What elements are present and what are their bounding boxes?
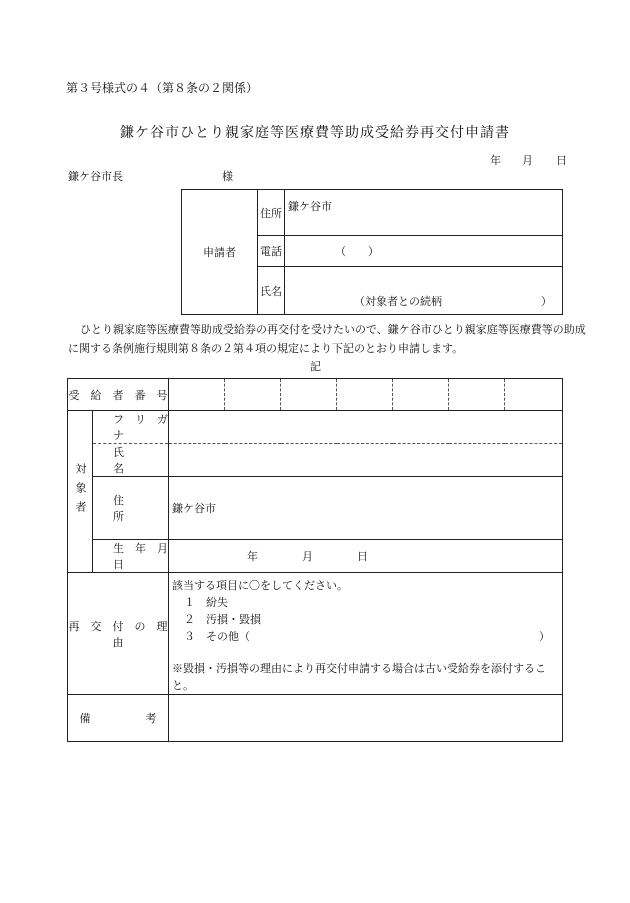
ki-label: 記 [310,360,321,373]
page-title: 鎌ケ谷市ひとり親家庭等医療費等助成受給券再交付申請書 [120,125,510,141]
recipient-number-digit[interactable] [449,379,505,411]
body-line-1: ひとり親家庭等医療費等助成受給券の再交付を受けたいので、鎌ケ谷市ひとり親家庭等医療費等の助成 [80,323,586,336]
body-line-2: に関する条例施行規則第８条の２第４項の規定により下記のとおり申請します。 [68,342,464,355]
reason-field[interactable] [169,573,563,695]
applicant-phone-label: 電話 [258,236,285,267]
date-day-label: 日 [556,154,567,167]
addressee: 鎌ケ谷市長 [68,170,123,183]
recipient-number-digit[interactable] [225,379,281,411]
dob-field[interactable] [169,540,563,573]
form-number: 第３号様式の４（第８条の２関係） [66,81,259,95]
subject-label: 対象者 [68,411,93,573]
relation-note: （対象者との続柄 ） [354,295,552,308]
recipient-number-digit[interactable] [169,379,225,411]
applicant-name-label: 氏名 [258,267,285,315]
reason-option-other[interactable] [172,628,550,645]
applicant-phone-field[interactable] [285,236,563,267]
furigana-label: フ リ ガ ナ [93,411,169,444]
applicant-label: 申請者 [182,190,258,315]
date-month-label: 月 [522,154,533,167]
applicant-address-value: 鎌ケ谷市 [288,200,332,213]
main-form [67,378,563,742]
reason-instruction: 該当する項目に〇をしてください。 [172,579,348,592]
furigana-field[interactable] [169,411,563,444]
recipient-number-label: 受 給 者 番 号 [68,379,169,411]
recipient-number-digit[interactable] [393,379,449,411]
recipient-number-digit[interactable] [337,379,393,411]
reason-other-close: ） [539,630,550,643]
recipient-number-digit[interactable] [505,379,563,411]
subject-address-label: 住 所 [93,477,169,540]
applicant-address-label: 住所 [258,190,285,236]
recipient-number-digit[interactable] [281,379,337,411]
applicant-name-field[interactable] [285,267,563,315]
reason-option-lost[interactable]: １ 紛失 [184,596,228,609]
reason-other-label: ３ その他（ [184,630,250,643]
reason-label: 再 交 付 の 理 由 [68,573,169,695]
subject-address-value: 鎌ケ谷市 [172,502,216,515]
subject-address-field[interactable] [169,477,563,540]
date-year-label: 年 [490,154,501,167]
dob-value: 年 月 日 [247,550,368,563]
subject-name-field[interactable] [169,444,563,477]
honorific: 様 [222,170,233,183]
applicant-box [181,189,563,315]
remarks-label: 備 考 [68,695,169,742]
subject-name-label: 氏 名 [93,444,169,477]
applicant-address-field[interactable] [285,190,563,236]
reason-option-damaged[interactable]: ２ 汚損・毀損 [184,613,261,626]
dob-label: 生 年 月 日 [93,540,169,573]
reason-note: ※毀損・汚損等の理由により再交付申請する場合は古い受給券を添付すること。 [172,662,546,692]
applicant-phone-paren: （ ） [335,245,379,258]
remarks-field[interactable] [169,695,563,742]
